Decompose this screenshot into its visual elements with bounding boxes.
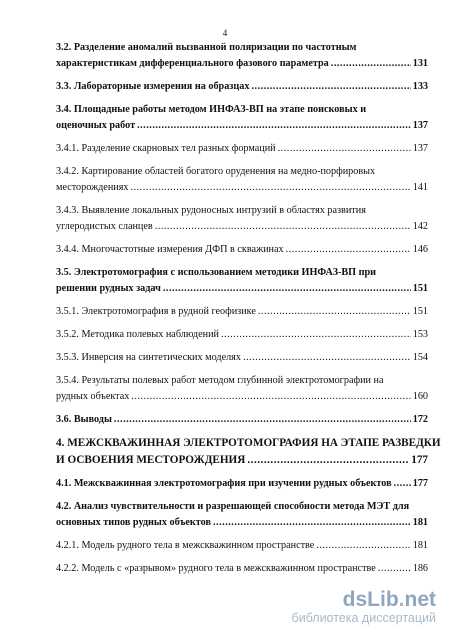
toc-entry-title: И ОСВОЕНИЯ МЕСТОРОЖДЕНИЯ	[56, 454, 246, 466]
toc-entry-page: 153	[412, 329, 428, 340]
watermark-subtitle: библиотека диссертаций	[291, 611, 436, 625]
toc-entry-title: характеристикам дифференциального фазового параметра	[56, 58, 329, 69]
toc-entry-title: 3.4. Площадные работы методом ИНФАЗ-ВП на этапе поисковых и	[56, 104, 367, 115]
toc-entry[interactable]	[56, 561, 428, 577]
toc-entry[interactable]	[56, 40, 428, 72]
toc-entry-title: основных типов рудных объектов	[56, 517, 211, 528]
toc-entry-title: 4.2.1. Модель рудного тела в межскважинном пространстве	[56, 540, 315, 551]
table-of-contents	[56, 40, 441, 584]
dot-leader	[213, 515, 411, 531]
toc-entry-title: 3.4.3. Выявление локальных рудоносных интрузий в областях развития	[56, 205, 366, 216]
watermark-brand-main: dsLib	[342, 588, 399, 611]
toc-entry[interactable]	[56, 79, 428, 95]
toc-entry-page: 131	[412, 58, 428, 69]
toc-entry[interactable]	[56, 538, 428, 554]
dot-leader	[278, 141, 411, 157]
toc-entry[interactable]	[56, 327, 428, 343]
dot-leader	[221, 327, 411, 343]
toc-entry-page: 142	[412, 221, 428, 232]
dot-leader	[247, 452, 409, 469]
toc-entry-title: решении рудных задач	[56, 283, 161, 294]
toc-entry-page: 186	[412, 563, 428, 574]
toc-entry[interactable]	[56, 373, 428, 405]
dot-leader	[331, 56, 411, 72]
toc-entry-page: 146	[412, 244, 428, 255]
toc-entry[interactable]	[56, 102, 428, 134]
toc-entry-title: углеродистых сланцев	[56, 221, 153, 232]
dot-leader	[378, 561, 411, 577]
toc-entry-title: 4.1. Межскважинная электротомография при изучении рудных объектов	[56, 478, 392, 489]
toc-entry-page: 133	[412, 81, 428, 92]
toc-entry-title: 3.4.2. Картирование областей богатого оруденения на медно-порфировых	[56, 166, 376, 177]
toc-entry-page: 141	[412, 182, 428, 193]
dot-leader	[131, 389, 410, 405]
toc-entry[interactable]	[56, 304, 428, 320]
dot-leader	[131, 180, 411, 196]
toc-entry[interactable]	[56, 265, 428, 297]
dslib-watermark[interactable]	[292, 589, 436, 625]
toc-entry-title: 3.3. Лабораторные измерения на образцах	[56, 81, 250, 92]
toc-entry-title: 4. МЕЖСКВАЖИННАЯ ЭЛЕКТРОТОМОГРАФИЯ НА ЭТАПЕ РАЗВЕДКИ	[56, 437, 441, 449]
toc-entry-title: 3.6. Выводы	[56, 414, 112, 425]
dot-leader	[258, 304, 411, 320]
toc-entry-title: 3.5. Электротомография с использованием методики ИНФАЗ-ВП при	[56, 267, 377, 278]
dot-leader	[243, 350, 411, 366]
dot-leader	[114, 412, 411, 428]
toc-entry-title: оценочных работ	[56, 120, 136, 131]
toc-entry-title: рудных объектах	[56, 391, 130, 402]
toc-entry-title: 3.4.4. Многочастотные измерения ДФП в скважинах	[56, 244, 284, 255]
toc-entry[interactable]	[56, 350, 428, 366]
toc-entry[interactable]	[56, 164, 428, 196]
toc-entry-page: 137	[412, 143, 428, 154]
toc-entry-page: 177	[412, 478, 428, 489]
toc-entry-title: 4.2. Анализ чувствительности и разрешающей способности метода МЭТ для	[56, 501, 410, 512]
toc-entry-page: 160	[412, 391, 428, 402]
dot-leader	[251, 79, 410, 95]
toc-entry-title: месторождениях	[56, 182, 129, 193]
toc-entry[interactable]	[56, 203, 428, 235]
toc-entry[interactable]	[56, 476, 428, 492]
toc-entry-page: 154	[412, 352, 428, 363]
toc-entry-page: 177	[411, 454, 428, 466]
dot-leader	[316, 538, 410, 554]
toc-entry-title: 3.5.2. Методика полевых наблюдений	[56, 329, 219, 340]
toc-entry[interactable]	[56, 499, 428, 531]
toc-entry-title: 3.4.1. Разделение скарновых тел разных формаций	[56, 143, 276, 154]
toc-entry-page: 172	[412, 414, 428, 425]
toc-entry-title: 3.5.1. Электротомография в рудной геофизике	[56, 306, 256, 317]
page-number: 4	[222, 28, 228, 38]
toc-entry[interactable]	[56, 242, 428, 258]
toc-entry-page: 151	[412, 306, 428, 317]
toc-entry-page: 181	[412, 517, 428, 528]
toc-entry[interactable]	[56, 412, 428, 428]
dot-leader	[155, 219, 411, 235]
toc-entry[interactable]	[56, 141, 428, 157]
watermark-brand-tld: net	[404, 588, 436, 611]
toc-entry-title: 3.2. Разделение аномалий вызванной поляризации по частотным	[56, 42, 357, 53]
toc-entry-title: 4.2.2. Модель с «разрывом» рудного тела в межскважинном пространстве	[56, 563, 376, 574]
dot-leader	[137, 118, 411, 134]
toc-entry-page: 181	[412, 540, 428, 551]
dot-leader	[286, 242, 411, 258]
toc-entry-title: 3.5.3. Инверсия на синтетических моделях	[56, 352, 241, 363]
dot-leader	[394, 476, 411, 492]
toc-entry-title: 3.5.4. Результаты полевых работ методом глубинной электротомографии на	[56, 375, 384, 386]
watermark-brand-dot: .	[398, 588, 405, 611]
toc-entry[interactable]	[56, 435, 441, 469]
dot-leader	[163, 281, 411, 297]
toc-entry-page: 151	[412, 283, 428, 294]
toc-entry-page: 137	[412, 120, 428, 131]
watermark-brand	[292, 589, 436, 611]
